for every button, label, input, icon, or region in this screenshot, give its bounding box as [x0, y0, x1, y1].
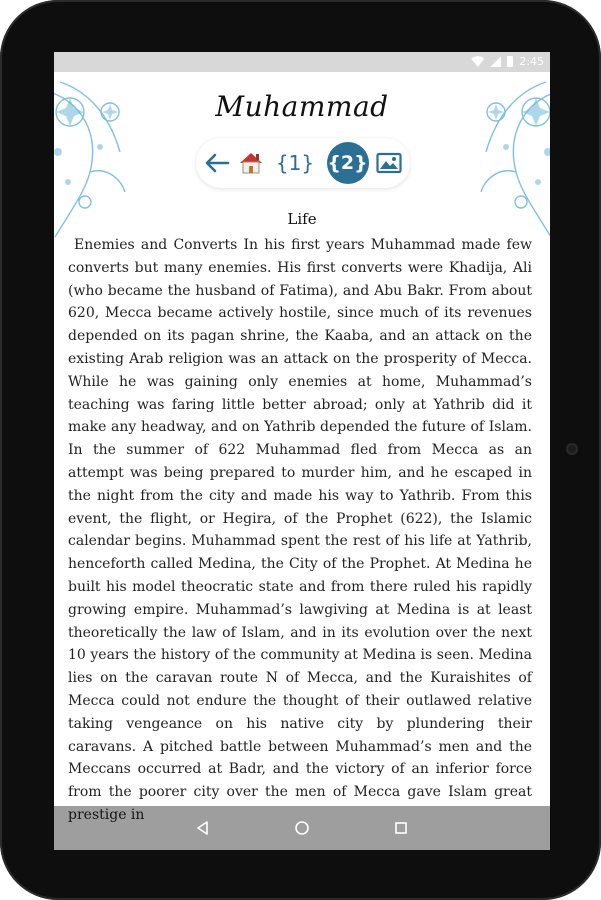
home-button[interactable]	[238, 151, 264, 175]
chapter-1-button[interactable]: {1}	[275, 151, 315, 175]
system-recents-button[interactable]	[386, 813, 416, 843]
system-back-button[interactable]	[188, 813, 218, 843]
arrow-left-icon	[204, 152, 230, 174]
status-time: 2:45	[519, 55, 544, 68]
app-screen	[54, 52, 550, 850]
article-body: Enemies and Converts In his first years Muhammad made few converts but many enemies. His first converts were Khadija, Ali (who became the husband of Fatima), and Abu Bakr. From about 620, Mecca became actively hostile, since much of its revenues depended on its pagan shrine, the Kaaba, and an attack on the existing Arab religion was an attack on the prosperity of Mecca. While he was gaining only enemies at home, Muhammad’s teaching was faring little better abroad; only at Yathrib did it make any headway, and on Yathrib depended the future of Islam. In the summer of 622 Muhammad fled from Mecca as an attempt was being prepared to murder him, and he escaped in the night from the city and made his way to Yathrib. From this event, the flight, or Hegira, of the Prophet (622), the Islamic calendar begins. Muhammad spent the rest of his life at Yathrib, henceforth called Medina, the City of the Prophet. At Medina he built his model theocratic state and from there ruled his rapidly growing empire. Muhammad’s lawgiving at Medina is at least theoretically the law of Islam, and in its evolution over the next 10 years the history of the community at Medina is seen. Medina lies on the caravan route N of Mecca, and the Kuraishites of Mecca could not endure the thought of their outlawed relative taking vengeance on his native city by plundering their caravans. A pitched battle between Muhammad’s men and the Meccans occurred at Badr, and the victory of an inferior force from the poorer city over the men of Mecca gave Islam great prestige in	[68, 237, 532, 823]
chapter-2-button[interactable]: {2}	[327, 142, 369, 184]
signal-icon	[490, 56, 501, 67]
system-navigation-bar	[54, 806, 550, 850]
status-bar	[54, 52, 550, 72]
gallery-button[interactable]	[376, 152, 402, 174]
chapter-navigation	[196, 138, 410, 188]
system-home-button[interactable]	[287, 813, 317, 843]
home-circle-icon	[294, 820, 310, 836]
recents-square-icon	[393, 820, 409, 836]
battery-icon	[507, 56, 513, 67]
status-icons	[471, 55, 544, 68]
home-icon	[238, 151, 264, 175]
back-button[interactable]	[204, 152, 230, 174]
page-title: Muhammad	[215, 90, 389, 123]
section-title: Life	[287, 210, 317, 228]
wifi-icon	[471, 56, 484, 67]
camera-lens	[566, 443, 578, 455]
back-triangle-icon	[195, 820, 211, 836]
image-icon	[376, 152, 402, 174]
